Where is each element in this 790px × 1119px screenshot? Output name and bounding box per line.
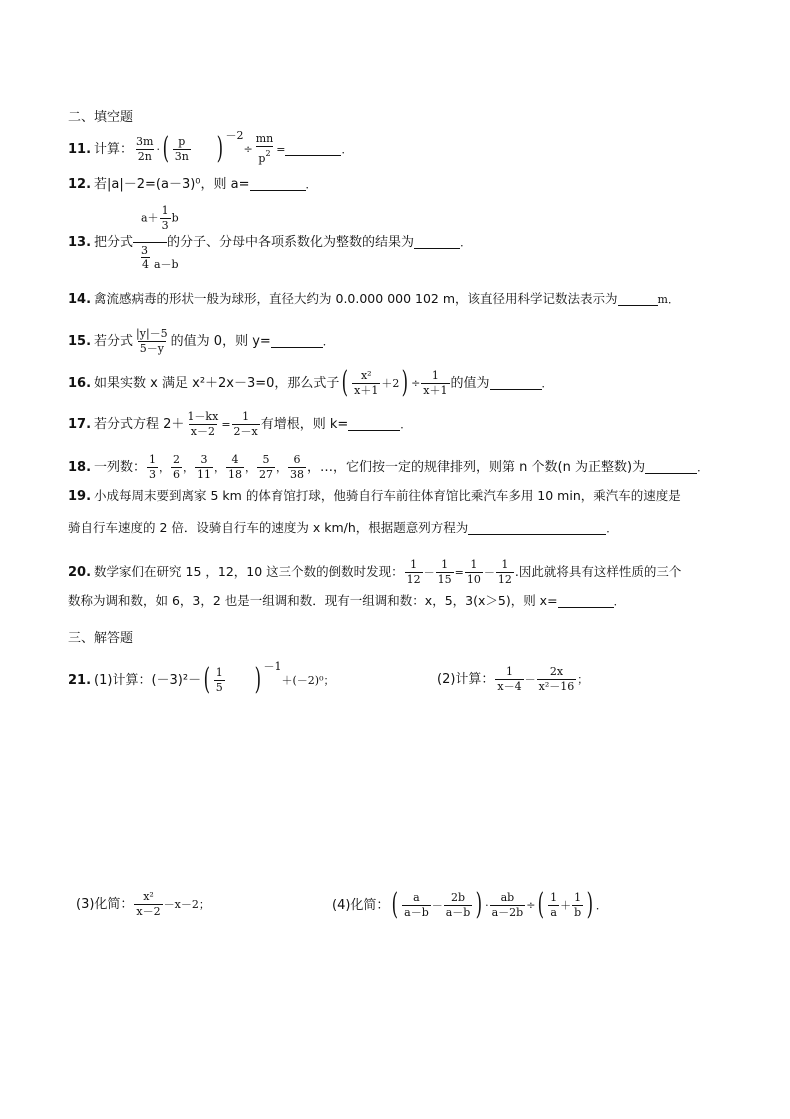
question-text: (2)计算： <box>437 672 495 687</box>
question-21-part-4: (4)化简： ( $\frac{a}{a-b}$ － $\frac{2b}{a-b}$ ) · $\frac{ab}{a-2b}$ ÷ ( $\frac{1}{a}$ ＋ $\frac{1}{b}$ ) ． <box>332 887 607 922</box>
question-text: (3)化简： <box>76 897 134 912</box>
answer-blank[interactable] <box>348 418 400 431</box>
question-number: 13. <box>68 235 92 250</box>
sequence-fraction: $\frac{6}{38}$ <box>290 453 305 481</box>
fraction: $\frac{2b}{a-b}$ <box>445 890 471 919</box>
answer-blank[interactable] <box>558 595 614 608</box>
question-16: 16. 如果实数 x 满足 x²＋2x－3=0，那么式子 ( $\frac{\text{x²}}{x+1}$ ＋2 ) ÷ $\frac{1}{x+1}$ 的值为 ． <box>68 365 553 400</box>
question-text: 数学家们在研究 15 ，12，10 这三个数的倒数时发现： <box>94 564 404 580</box>
fraction: $\frac{1}{2-x}$ <box>233 410 258 438</box>
question-19-line-2: 骑自行车速度的 2 倍．设骑自行车的速度为 x km/h，根据题意列方程为 ． <box>68 520 618 536</box>
exponent: －2 <box>225 129 244 142</box>
exponent: －1 <box>263 660 282 673</box>
question-19 <box>68 490 681 503</box>
comma: ， <box>276 461 288 474</box>
question-20: 20. 数学家们在研究 15 ，12，10 这三个数的倒数时发现： $\frac{1}{12}$ － $\frac{1}{15}$ = $\frac{1}{10}$ － $\frac{1}{12}$ .因此就将具有这样性质的三个 <box>68 558 682 586</box>
question-text: 若分式 <box>94 334 134 349</box>
question-number: 21. <box>68 672 92 688</box>
question-text: 禽流感病毒的形状一般为球形，直径大约为 0.0.000 000 102 m，该直径用科学记数法表示为 <box>94 291 618 307</box>
fraction: $\frac{\text{x²}}{x-2}$ <box>136 890 161 918</box>
question-number: 14. <box>68 292 92 307</box>
answer-blank[interactable] <box>414 236 460 249</box>
compound-fraction-mid: 3 <box>141 244 148 257</box>
fraction: $\frac{1}{b}$ <box>574 890 582 919</box>
question-15: 15. 若分式 $\frac{|y|-5}{5-y}$ 的值为 0，则 y= ． <box>68 327 334 355</box>
fraction: $\frac{1}{a}$ <box>550 890 558 919</box>
section-heading-solve: 三、解答题 <box>68 631 134 646</box>
question-number: 19. <box>68 489 92 504</box>
fraction: $\frac{1}{12}$ <box>406 558 421 586</box>
fraction: $\frac{|y|-5}{5-y}$ <box>136 327 168 355</box>
comma: ， <box>183 461 195 474</box>
question-number: 11. <box>68 141 92 157</box>
answer-blank[interactable] <box>645 461 697 474</box>
question-21-part-2: (2)计算： $\frac{1}{x-4}$ － $\frac{2x}{\text{x²－16}}$ ； <box>437 665 589 693</box>
question-18: 18. 一列数： $\frac{1}{3}$ ， $\frac{2}{6}$ ， $\frac{3}{11}$ ， $\frac{4}{18}$ ， $\frac{5}{27}$ ， $\frac{6}{38}$ ，…，它们按一定的规律排列，则第 n 个数(n 为正整数)为 ． <box>68 453 709 481</box>
question-text: 若|a|－2=(a－3)⁰，则 a= <box>94 177 250 192</box>
question-text: 如果实数 x 满足 x²＋2x－3=0，那么式子 <box>94 375 340 391</box>
question-21-part-1: 21. (1)计算：(－3)²－ ( $\frac{1}{5}$ ) －1 ＋(－2)⁰； <box>68 660 335 697</box>
question-17: 17. 若分式方程 2＋ $\frac{1-kx}{x-2}$ = $\frac{1}{2-x}$ 有增根，则 k= ． <box>68 410 412 438</box>
fraction: $\frac{1}{5}$ <box>215 665 223 694</box>
question-14: 14. 禽流感病毒的形状一般为球形，直径大约为 0.0.000 000 102 m，该直径用科学记数法表示为 m． <box>68 291 679 307</box>
compound-fraction-bottom: 4 a－b <box>142 258 179 271</box>
question-11: 11. 计算： $\frac{3m}{2n}$ · ( $\frac{p}{3n}$ ) －2 ÷ $\frac{mn}{p^2}$ = ． <box>68 129 353 166</box>
fraction: $\frac{1}{12}$ <box>497 558 512 586</box>
answer-blank[interactable] <box>490 377 542 390</box>
fraction: $\frac{p}{3n}$ <box>174 134 189 163</box>
question-12: 12. 若|a|－2=(a－3)⁰，则 a= ． <box>68 177 317 192</box>
fraction: $\frac{2x}{\text{x²－16}}$ <box>538 665 575 693</box>
question-number: 12. <box>68 177 92 192</box>
question-number: 17. <box>68 417 92 432</box>
fraction: $\frac{ab}{a-2b}$ <box>491 890 524 919</box>
answer-blank[interactable] <box>250 178 306 191</box>
answer-blank[interactable] <box>285 143 341 156</box>
question-text: 一列数： <box>94 460 147 475</box>
question-text: 把分式 <box>94 235 134 250</box>
question-number: 15. <box>68 334 92 349</box>
compound-fraction-top: a＋ $\frac{1}{3}$ b <box>141 204 179 232</box>
comma: ， <box>245 461 257 474</box>
question-20-line-2: 数称为调和数，如 6，3，2 也是一组调和数．现有一组调和数：x，5，3(x＞5)，则 x= ． <box>68 593 625 609</box>
question-number: 16. <box>68 375 92 391</box>
question-text: (1)计算：(－3)²－ <box>94 672 202 688</box>
sequence-fraction: $\frac{3}{11}$ <box>197 453 212 481</box>
answer-blank[interactable] <box>271 335 323 348</box>
fraction: $\frac{3m}{2n}$ <box>136 134 154 163</box>
question-text: 若分式方程 2＋ <box>94 417 185 432</box>
section-heading-fill: 二、填空题 <box>68 110 134 125</box>
fraction-sequence <box>146 453 307 482</box>
fraction: $\frac{mn}{p^2}$ <box>255 132 274 165</box>
question-text: (4)化简： <box>332 897 390 913</box>
fraction: $\frac{1-kx}{x-2}$ <box>187 410 219 438</box>
sequence-fraction: $\frac{5}{27}$ <box>259 453 274 481</box>
fraction: $\frac{a}{a-b}$ <box>404 890 429 919</box>
sequence-fraction: $\frac{4}{18}$ <box>228 453 243 481</box>
comma: ， <box>159 461 171 474</box>
fraction: $\frac{1}{x-4}$ <box>497 665 522 693</box>
question-number: 18. <box>68 460 92 475</box>
fraction: $\frac{\text{x²}}{x+1}$ <box>354 368 379 397</box>
question-text: 计算： <box>94 141 134 157</box>
fraction: $\frac{1}{10}$ <box>466 558 481 586</box>
fraction: $\frac{1}{15}$ <box>437 558 452 586</box>
fraction: $\frac{1}{x+1}$ <box>423 368 448 397</box>
question-21-part-3: (3)化简： $\frac{\text{x²}}{x-2}$ －x－2； <box>76 890 210 918</box>
question-13: 13. 把分式 的分子、分母中各项系数化为整数的结果为 ． <box>68 235 472 250</box>
answer-blank[interactable] <box>618 293 658 306</box>
comma: ， <box>214 461 226 474</box>
sequence-fraction: $\frac{1}{3}$ <box>149 453 157 481</box>
answer-blank[interactable] <box>468 522 606 535</box>
question-text: 小成每周末要到离家 5 km 的体育馆打球，他骑自行车前往体育馆比乘汽车多用 10 min，乘汽车的速度是 <box>94 488 681 504</box>
fraction-bar <box>133 242 167 243</box>
question-number: 20. <box>68 565 92 580</box>
sequence-fraction: $\frac{2}{6}$ <box>173 453 181 481</box>
